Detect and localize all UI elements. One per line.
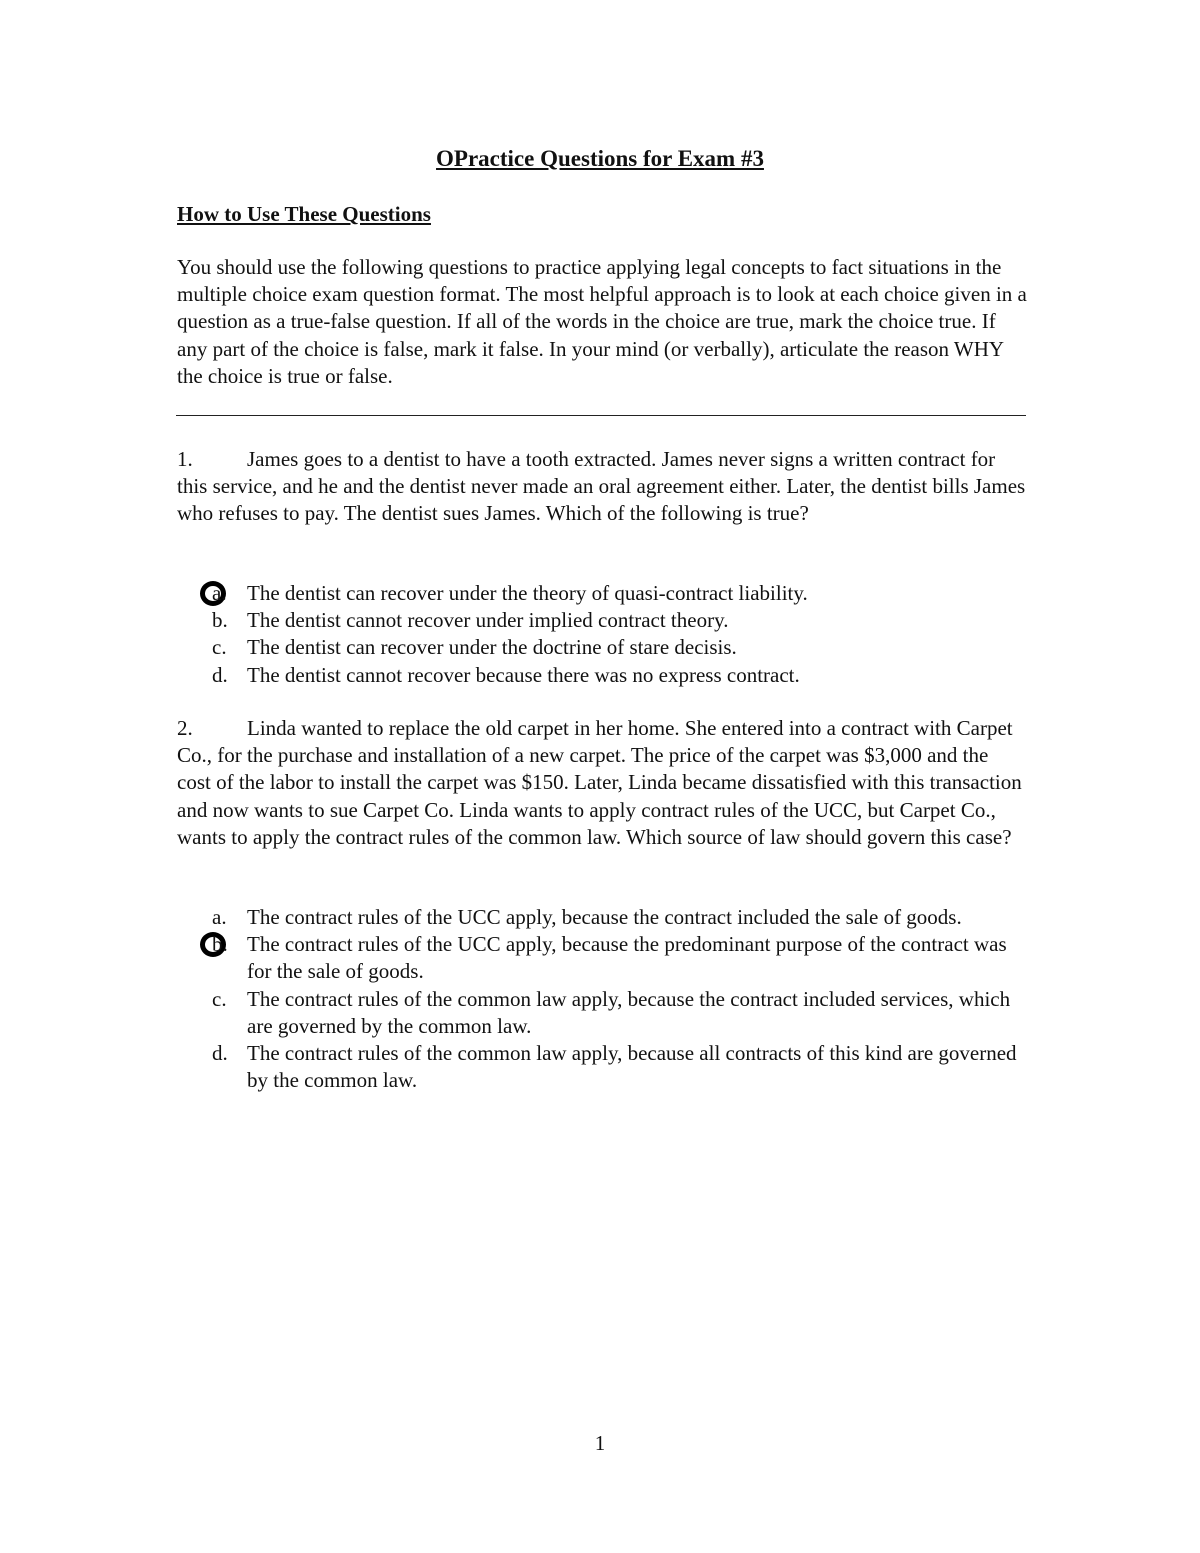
question-1-choice-d[interactable]	[177, 662, 1027, 689]
question-1-choice-c[interactable]	[177, 634, 1027, 661]
choice-text: The contract rules of the common law apply, because the contract included services, which are governed by the common law.	[247, 986, 1011, 1038]
question-2-choices	[177, 904, 1027, 1094]
question-2-choice-b[interactable]	[177, 931, 1027, 985]
choice-text: The dentist can recover under the doctrine of stare decisis.	[247, 635, 737, 660]
question-1-choice-a[interactable]	[177, 580, 1027, 607]
choice-letter: d.	[212, 1041, 228, 1066]
question-1-text: James goes to a dentist to have a tooth extracted. James never signs a written contract for this service, and he and the dentist never made an oral agreement either. Later, the dentist bills James who refuses to pay. The dentist sues James. Which of the following is true?	[177, 447, 1026, 526]
question-2-text: Linda wanted to replace the old carpet in her home. She entered into a contract with Carpet Co., for the purchase and installation of a new carpet. The price of the carpet was $3,000 and the cost of the labor to install the carpet was $150. Later, Linda became dissatisfied with this transaction and now wants to sue Carpet Co. Linda wants to apply contract rules of the UCC, but Carpet Co., wants to apply the contract rules of the common law. Which source of law should govern this case?	[177, 716, 1022, 849]
choice-text: The dentist can recover under the theory of quasi-contract liability.	[247, 581, 808, 605]
question-2-number: 2.	[177, 716, 193, 740]
intro-paragraph: You should use the following questions to practice applying legal concepts to fact situations in the multiple choice exam question format. The most helpful approach is to look at each choice given in a question as a true-false question. If all of the words in the choice are true, mark the choice true. If any part of the choice is false, mark it false. In your mind (or verbally), articulate the reason WHY the choice is true or false.	[177, 255, 1027, 388]
question-2-choice-c[interactable]	[177, 986, 1027, 1040]
choice-letter: b.	[212, 932, 228, 957]
choice-letter: c.	[212, 986, 227, 1011]
choice-text: The contract rules of the common law apply, because all contracts of this kind are governed by the common law.	[247, 1041, 1017, 1093]
document-title: OPractice Questions for Exam #3	[436, 146, 764, 171]
section-heading: How to Use These Questions	[177, 202, 431, 226]
question-1	[177, 446, 1027, 528]
choice-letter: a.	[212, 905, 227, 929]
horizontal-rule	[176, 415, 1026, 416]
question-2-choice-d[interactable]	[177, 1040, 1027, 1094]
question-2-choice-a[interactable]	[177, 904, 1027, 931]
choice-letter: b.	[212, 608, 228, 633]
choice-text: The dentist cannot recover under implied contract theory.	[247, 608, 729, 633]
choice-text: The dentist cannot recover because there was no express contract.	[247, 662, 800, 687]
choice-letter: d.	[212, 662, 228, 687]
page-number: 1	[594, 1431, 606, 1455]
question-1-choices	[177, 580, 1027, 689]
choice-text: The contract rules of the UCC apply, because the contract included the sale of goods.	[247, 905, 962, 929]
choice-text: The contract rules of the UCC apply, because the predominant purpose of the contract was for the sale of goods.	[247, 932, 1007, 984]
question-2	[177, 715, 1027, 851]
choice-letter: c.	[212, 635, 227, 660]
question-1-choice-b[interactable]	[177, 607, 1027, 634]
question-1-number: 1.	[177, 447, 193, 471]
choice-letter: a.	[212, 581, 227, 605]
